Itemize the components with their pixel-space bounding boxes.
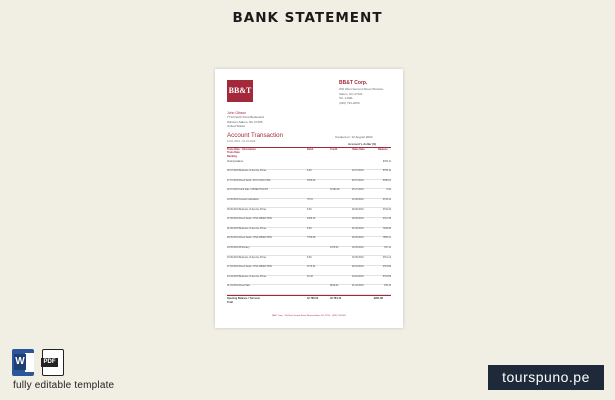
cell-balance: 0.00 — [386, 189, 391, 192]
cell-desc: 29.05.2019 Direct Debit / VISA OBJECTION — [227, 237, 272, 240]
cell-debit: 8.09 — [307, 208, 312, 211]
table-row — [227, 208, 391, 218]
cell-debit: 8.09 — [307, 170, 312, 173]
column-header-debit: Debit — [307, 148, 314, 151]
cell-balance: 347.11 — [384, 246, 391, 249]
closing-credit: 40 784.16 — [330, 297, 342, 300]
cell-balance: 6784.11 — [382, 170, 391, 173]
table-row — [227, 275, 391, 285]
cell-desc: 24.04.2019 Business of Service Prices — [227, 275, 267, 278]
section-title: Account Transaction — [227, 132, 284, 139]
cell-desc: 21.04.2019 Fixed Sale — [227, 285, 250, 288]
cell-desc: 22.07.2019 Card Sale / OBJECTION P2 — [227, 189, 268, 192]
closing-balance: -9951.88 — [373, 297, 383, 300]
cell-desc: 07.06.2019 Direct Debit / VISA OBJECTION — [227, 218, 272, 221]
cell-desc: 19.05.2019 Pharmacy — [227, 246, 250, 249]
statement-sheet — [215, 69, 403, 328]
column-header-credit: Credit — [330, 148, 338, 151]
customer-address-line: 7714 North Point Boulevard — [227, 115, 264, 120]
cell-debit: 8.09 — [307, 256, 312, 259]
table-row — [227, 218, 391, 228]
cell-desc: 27.04.2019 Direct Debit / VISA OBJECTION — [227, 266, 272, 269]
cell-balance: 3744.12 — [382, 198, 391, 201]
cell-desc: 29.07.2019 Business of Service Prices — [227, 170, 267, 173]
header-divider — [227, 147, 391, 148]
caption: fully editable template — [13, 380, 115, 391]
table-row — [227, 285, 391, 295]
cell-balance: 6734.89 — [382, 275, 391, 278]
cell-desc: 10.06.2019 Interest Calculation — [227, 198, 259, 201]
cell-debit: 7760.08 — [307, 237, 316, 240]
cell-balance: 3712.14 — [382, 256, 391, 259]
cell-desc: Closing balance — [227, 160, 244, 163]
account-label: Account's dollar ($) — [348, 142, 376, 146]
column-header-value-date: Value Date — [352, 148, 365, 151]
cell-value-date: 25.07.2019 — [352, 189, 364, 192]
cell-balance: 3742.32 — [382, 208, 391, 211]
cell-value-date: 18.05.2019 — [352, 246, 364, 249]
cell-credit: 9190.00 — [330, 285, 339, 288]
column-header-balance: Balance — [378, 148, 388, 151]
customer-address-line: Winston-Salem, NC 27106 — [227, 119, 263, 124]
bank-address-line: Tel: 1-800- — [339, 96, 354, 100]
table-row — [227, 246, 391, 256]
table-row — [227, 160, 391, 170]
cell-desc: 09.06.2019 Business of Service Prices — [227, 208, 267, 211]
cell-balance: 6780.01 — [382, 179, 391, 182]
bank-address-line: 200 West Second Street Winston- — [339, 87, 385, 91]
table-row — [227, 256, 391, 266]
cell-desc: 27.07.2019 Direct Debit / 26.07.2019 VISA — [227, 179, 271, 182]
closing-label-total: Total — [227, 301, 233, 304]
closing-label: Opening Balance / Turnover — [227, 297, 261, 300]
cell-value-date: 24.04.2019 — [352, 275, 364, 278]
closing-debit: 42 780.00 — [307, 297, 319, 300]
bank-name: BB&T Corp. — [339, 80, 368, 86]
cell-debit: 1060.15 — [307, 218, 316, 221]
cell-debit: 8.09 — [307, 227, 312, 230]
closing-row — [227, 295, 391, 304]
cell-value-date: 01.06.2019 — [352, 227, 364, 230]
cell-credit: 37494.00 — [330, 189, 340, 192]
created-date: Created on: 12 August 2020 — [335, 135, 373, 139]
cell-value-date: 21.04.2019 — [352, 285, 364, 288]
table-row — [227, 237, 391, 247]
cell-value-date: 28.04.2019 — [352, 266, 364, 269]
cell-desc: 01.06.2019 Business of Service Prices — [227, 227, 267, 230]
page-title: BANK STATEMENT — [232, 10, 383, 26]
cell-value-date: 09.06.2019 — [352, 208, 364, 211]
table-row — [227, 198, 391, 208]
group-label: Banking — [227, 155, 237, 158]
statement-footer: BB&T Corp. · 200 West Second Street Winston-Salem, NC 27101 · (336) 733-2000 — [272, 315, 346, 317]
cell-value-date: 28.07.2019 — [352, 179, 364, 182]
cell-value-date: 09.06.2019 — [352, 218, 364, 221]
cell-balance: 3712.38 — [382, 218, 391, 221]
customer-name: John Gibson — [227, 111, 247, 115]
column-header-trans-date: Trans Date · Information Trans Date — [227, 148, 256, 155]
word-file-icon[interactable]: W — [12, 349, 34, 376]
cell-credit: 1975.00 — [330, 246, 339, 249]
cell-value-date: 10.06.2019 — [352, 198, 364, 201]
table-row — [227, 266, 391, 276]
cell-debit: 75.15 — [307, 198, 313, 201]
bank-address-line: Salem, NC 27101 — [339, 91, 363, 96]
cell-balance: 7209.98 — [382, 227, 391, 230]
cell-value-date: 24.07.2019 — [352, 170, 364, 173]
cell-value-date: 28.05.2019 — [352, 237, 364, 240]
bank-address-line: (336) 733-2000 — [339, 100, 360, 105]
cell-debit: 3780.00 — [307, 179, 316, 182]
bank-address — [339, 87, 399, 105]
table-row — [227, 170, 391, 180]
table-row — [227, 227, 391, 237]
cell-balance: 135.14 — [383, 285, 391, 288]
customer-address-line: United States — [227, 123, 246, 128]
table-row — [227, 179, 391, 189]
cell-balance: 7565.41 — [382, 237, 391, 240]
table-row — [227, 189, 391, 199]
brand-badge[interactable]: tourspuno.pe — [488, 365, 604, 390]
cell-desc: 03.05.2019 Business of Service Prices — [227, 256, 267, 259]
cell-balance: 6784.11 — [382, 160, 391, 163]
cell-debit: 3770.44 — [307, 266, 316, 269]
customer-block — [227, 111, 307, 128]
pdf-file-icon[interactable]: PDF — [42, 349, 64, 376]
cell-balance: 3715.89 — [382, 266, 391, 269]
cell-debit: 16.42 — [307, 275, 313, 278]
bank-logo: BB&T — [227, 80, 253, 102]
statement-period: 01.01.2019 - 01.01.2019 — [227, 140, 256, 143]
cell-value-date: 03.05.2019 — [352, 256, 364, 259]
